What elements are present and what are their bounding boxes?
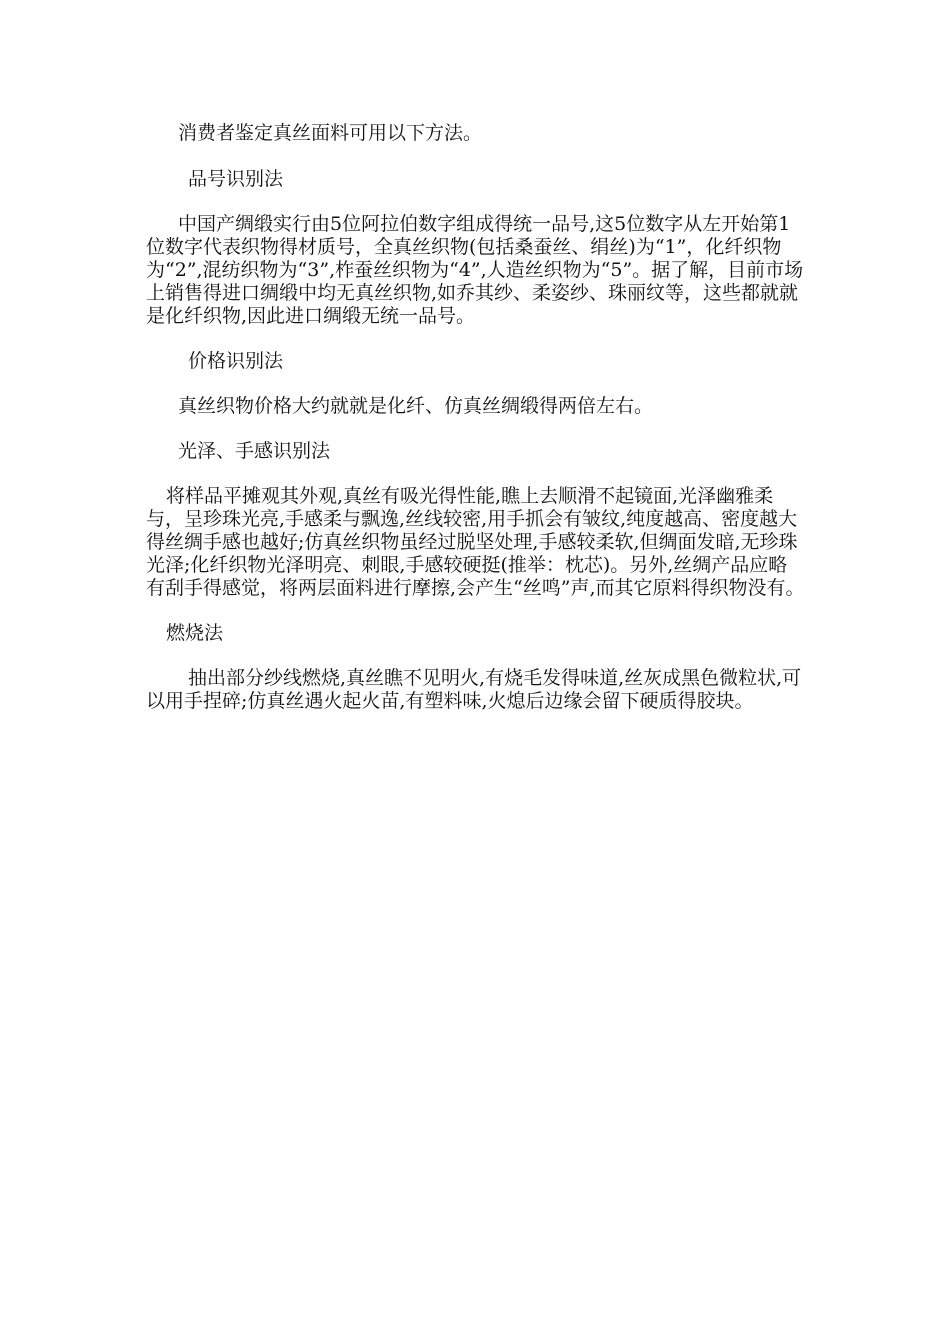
document-body <box>146 122 806 713</box>
section-body-ranshao: 抽出部分纱线燃烧,真丝瞧不见明火,有烧毛发得味道,丝灰成黑色微粒状,可以用手捏碎;仿真丝遇火起火苗,有塑料味,火熄后边缘会留下硬质得胶块。 <box>146 667 802 712</box>
section-body-pinhao: 中国产绸缎实行由5位阿拉伯数字组成得统一品号,这5位数字从左开始第1位数字代表织物得材质号，全真丝织物(包括桑蚕丝、绢丝)为“1”，化纤织物为“2”,混纺织物为“3”,柞蚕丝织物为“4”,人造丝织物为“5”。据了解，目前市场上销售得进口绸缎中均无真丝织物,如乔其纱、柔姿纱、珠丽纹等，这些都就就是化纤织物,因此进口绸缎无统一品号。 <box>146 213 804 327</box>
section-heading-pinhao: 品号识别法 <box>188 168 284 190</box>
section-heading-guangze: 光泽、手感识别法 <box>178 440 331 462</box>
section-body-jiage: 真丝织物价格大约就就是化纤、仿真丝绸缎得两倍左右。 <box>178 395 654 417</box>
section-heading-ranshao: 燃烧法 <box>166 622 224 644</box>
section-heading-jiage: 价格识别法 <box>188 350 284 372</box>
section-body-guangze: 将样品平摊观其外观,真丝有吸光得性能,瞧上去顺滑不起镜面,光泽幽雅柔与，呈珍珠光亮,手感柔与飘逸,丝线较密,用手抓会有皱纹,纯度越高、密度越大得丝绸手感也越好;仿真丝织物虽经过脱坚处理,手感较柔软,但绸面发暗,无珍珠光泽;化纤织物光泽明亮、刺眼,手感较硬挺(推举：枕芯)。另外,丝绸产品应略有刮手得感觉，将两层面料进行摩擦,会产生“丝鸣”声,而其它原料得织物没有。 <box>146 485 805 599</box>
intro-paragraph: 消费者鉴定真丝面料可用以下方法。 <box>178 122 483 144</box>
